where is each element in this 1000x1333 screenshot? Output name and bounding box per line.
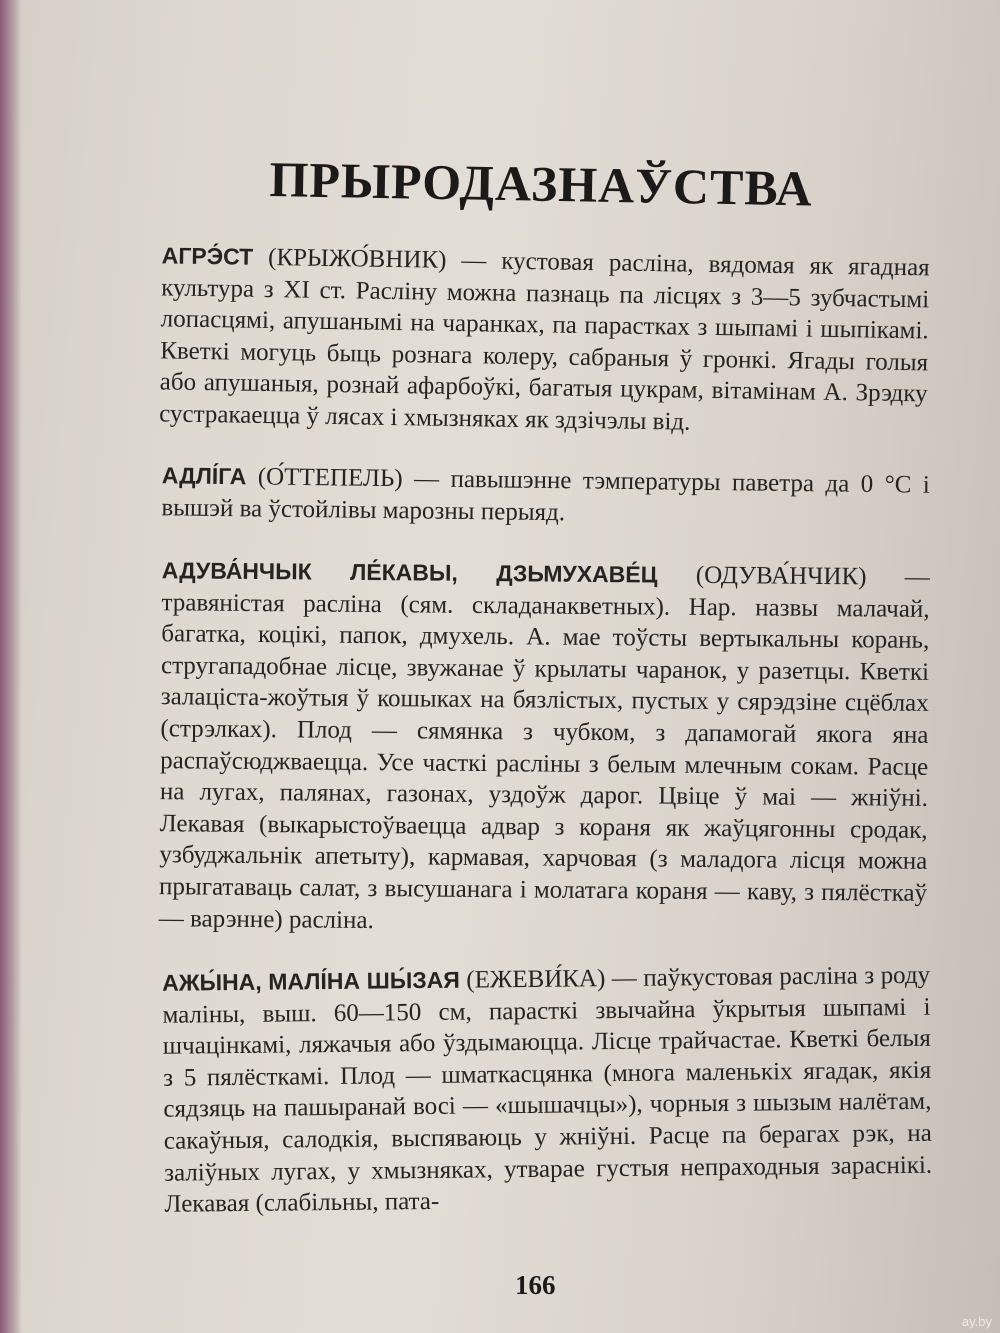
entry-gloss: (ОДУВА́НЧИК) bbox=[657, 561, 867, 591]
entry-text: — павышэнне тэмпературы паветра да 0 °С і вышэй ва ўстойлівы марозны перыяд. bbox=[161, 464, 930, 526]
entry-gloss: (КРЫЖО́ВНИК) bbox=[252, 243, 447, 274]
entry-term: АГРЭ́СТ bbox=[161, 242, 254, 270]
entry-adliga bbox=[139, 460, 930, 533]
entry-term: АДУВА́НЧЫК ЛЕ́КАВЫ, ДЗЬМУХАВЕ́Ц bbox=[161, 556, 658, 588]
entry-gloss: (ЕЖЕВИ́КА) bbox=[459, 965, 606, 994]
entry-gloss: (О́ТТЕПЕЛЬ) bbox=[246, 462, 403, 492]
entry-agrest bbox=[137, 240, 930, 442]
watermark: ay.by bbox=[961, 1314, 992, 1329]
entry-aduvanchyk bbox=[137, 555, 930, 941]
entry-text: — кустовая расліна, вядомая як ягадная культура з XI ст. Расліну можна пазнаць па лісцях з 3—5 зубчастымі лопасцямі, апушанымі на чаранках, па парастках з шыпамі і шыпікамі. Кветкі могуць быць рознага колеру, сабраныя ў гронкі. Ягады голыя або апушаныя, рознай афарбоўкі, багатыя цукрам, вітамінам А. Зрэдку сустракаецца ў лясах і хмызняках як здзічэлы від. bbox=[159, 246, 930, 436]
entry-azhyna bbox=[140, 960, 933, 1221]
entries-list bbox=[140, 240, 933, 1221]
page-number: 166 bbox=[515, 1270, 556, 1300]
page-title: ПРЫРОДАЗНАЎСТВА bbox=[269, 150, 814, 217]
entry-text: — травяністая расліна (сям. складанакветных). Нар. назвы малачай, багатка, коцікі, папок, дмухель. А. мае тоўсты вертыкальны корань, стругападобнае лісце, звужанае ў крылаты чаранок, у разетцы. Кветкі залаціста-жоўтыя ў кошыках на бязлістых, пустых у сярэдзіне сцёблах (стрэлках). Плод — сямянка з чубком, з дапамогай якога яна распаўсюджваецца. Усе часткі расліны з белым млечным сокам. Расце на лугах, палянах, газонах, уздоўж дарог. Цвіце ў маі — жніўні. Лекавая (выкарыстоўваецца адвар з кораня як жаўцягонны сродак, узбуджальнік апетыту), кармавая, харчовая (з маладога лісця можна прыгатаваць салат, з высушанага і молатага кораня — каву, з пялёсткаў — варэнне) расліна. bbox=[158, 563, 930, 934]
entry-term: АЖЫ́НА, МАЛІ́НА ШЫ́ЗАЯ bbox=[162, 966, 460, 996]
page-edge bbox=[0, 0, 22, 1333]
entry-term: АДЛІ́ГА bbox=[161, 461, 247, 489]
entry-text: — паўкустовая расліна з роду маліны, выш. 60—150 см, парасткі звычайна ўкрытыя шыпамі і шчацінкамі, ляжачыя або ўздымаюцца. Лісце трайчастае. Кветкі белыя з 5 пялёсткамі. Плод — шматкасцянка (многа маленькіх ягадак, якія сядзяць на пашыранай восі — «шышачцы»), чорныя з шызым налётам, сакаўныя, салодкія, выспяваюць у жніўні. Расце па берагах рэк, на заліўных лугах, у хмызняках, утварае густыя непраходныя зараснікі. Лекавая (слабільны, пата- bbox=[162, 961, 933, 1218]
